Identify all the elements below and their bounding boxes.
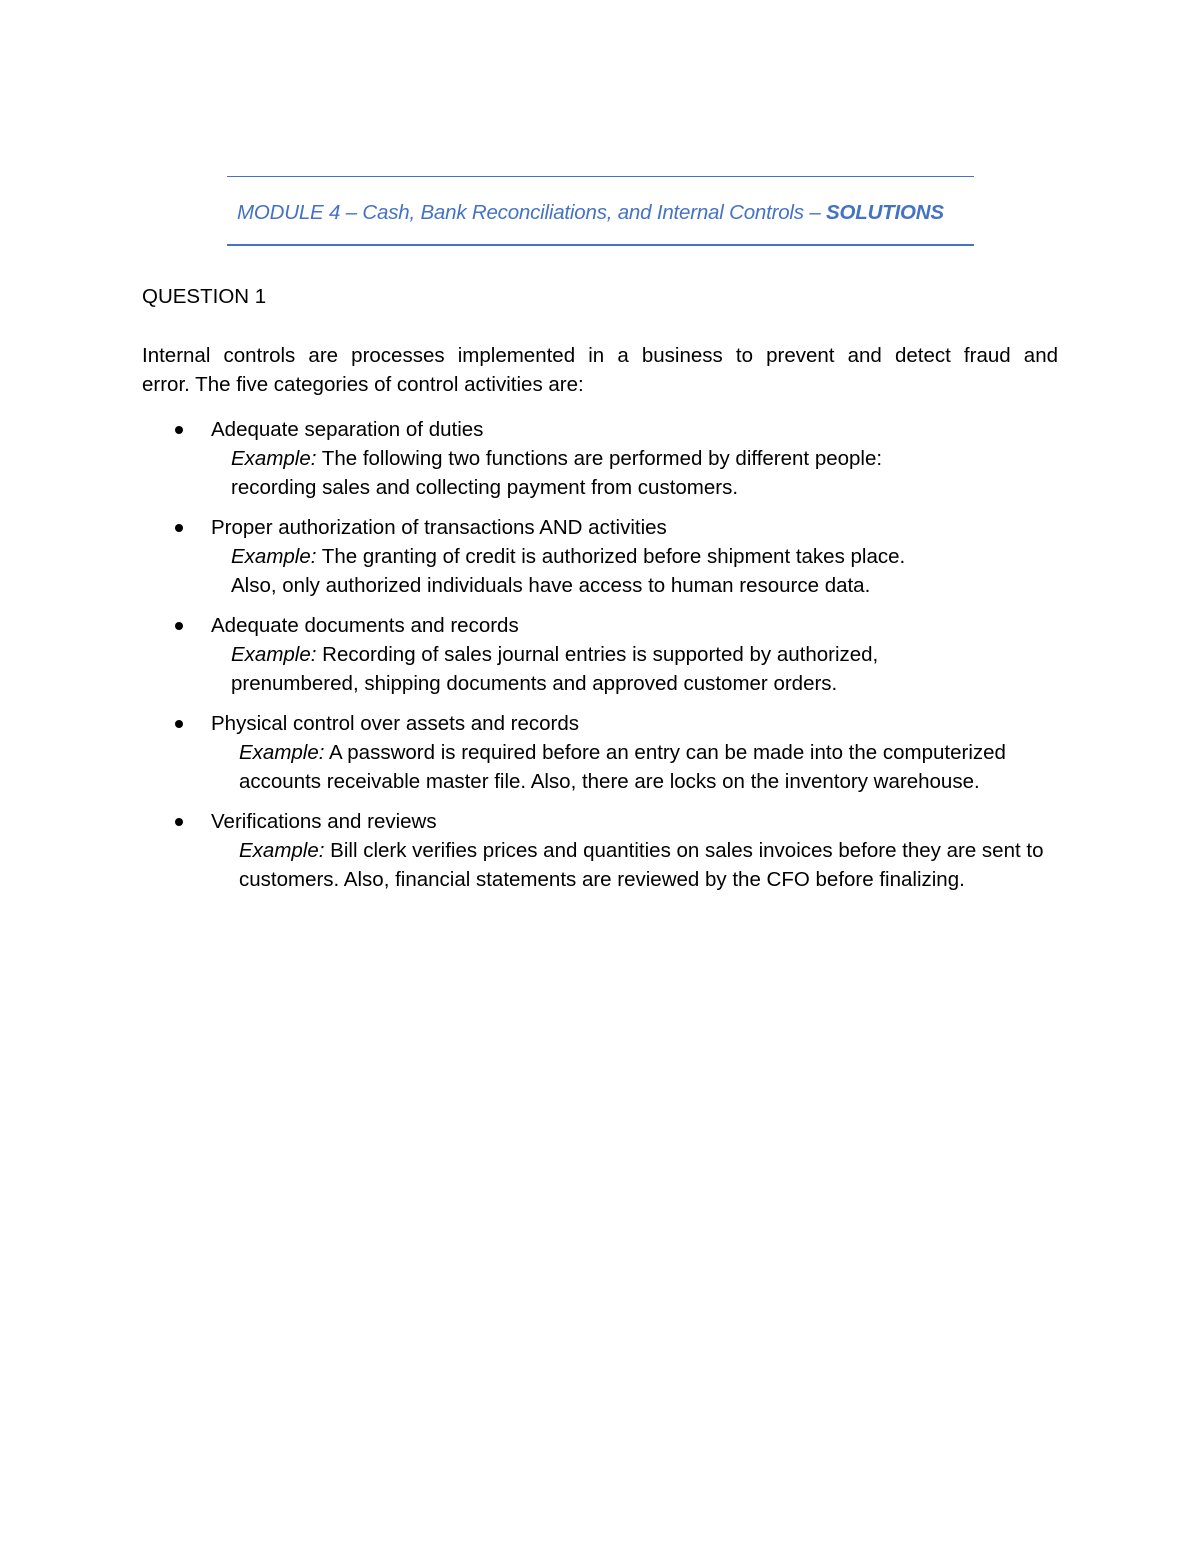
bullet-icon bbox=[175, 720, 183, 728]
question-heading: QUESTION 1 bbox=[142, 285, 267, 308]
list-item-example bbox=[231, 542, 905, 600]
example-label: Example: bbox=[239, 839, 325, 862]
list-item-example bbox=[239, 836, 1043, 894]
list-item-title: Adequate documents and records bbox=[211, 614, 519, 637]
list-item-example bbox=[231, 444, 882, 502]
list-item-example bbox=[239, 738, 1006, 796]
example-line-1 bbox=[231, 640, 878, 669]
example-line-2: accounts receivable master file. Also, there are locks on the inventory warehouse. bbox=[239, 770, 980, 793]
list-item-title: Adequate separation of duties bbox=[211, 418, 484, 441]
example-text-1: Bill clerk verifies prices and quantities on sales invoices before they are sent to bbox=[324, 839, 1044, 862]
module-title-solutions: SOLUTIONS bbox=[826, 201, 944, 224]
example-line-1 bbox=[231, 444, 882, 473]
example-line-2: Also, only authorized individuals have access to human resource data. bbox=[231, 574, 871, 597]
list-item-title: Physical control over assets and records bbox=[211, 712, 580, 735]
example-line-1 bbox=[239, 836, 1043, 865]
bullet-icon bbox=[175, 524, 183, 532]
example-text-1: The following two functions are performed by different people: bbox=[316, 447, 883, 470]
intro-line-1: Internal controls are processes implemented in a business to prevent and detect fraud and bbox=[142, 344, 1058, 367]
example-line-2: customers. Also, financial statements are reviewed by the CFO before finalizing. bbox=[239, 868, 965, 891]
example-text-1: The granting of credit is authorized before shipment takes place. bbox=[316, 545, 906, 568]
bullet-icon bbox=[175, 622, 183, 630]
module-title-text: MODULE 4 – Cash, Bank Reconciliations, and Internal Controls – bbox=[237, 201, 827, 224]
example-line-2: recording sales and collecting payment from customers. bbox=[231, 476, 739, 499]
list-item-example bbox=[231, 640, 878, 698]
intro-line-2: error. The five categories of control activities are: bbox=[142, 373, 584, 396]
example-label: Example: bbox=[231, 545, 317, 568]
example-line-1 bbox=[239, 738, 1006, 767]
example-line-2: prenumbered, shipping documents and approved customer orders. bbox=[231, 672, 838, 695]
example-text-1: A password is required before an entry can be made into the computerized bbox=[324, 741, 1006, 764]
example-label: Example: bbox=[231, 447, 317, 470]
list-item-title: Verifications and reviews bbox=[211, 810, 437, 833]
example-line-1 bbox=[231, 542, 905, 571]
bullet-icon bbox=[175, 818, 183, 826]
example-text-1: Recording of sales journal entries is supported by authorized, bbox=[316, 643, 879, 666]
example-label: Example: bbox=[231, 643, 317, 666]
example-label: Example: bbox=[239, 741, 325, 764]
list-item-title: Proper authorization of transactions AND activities bbox=[211, 516, 667, 539]
bullet-icon bbox=[175, 426, 183, 434]
